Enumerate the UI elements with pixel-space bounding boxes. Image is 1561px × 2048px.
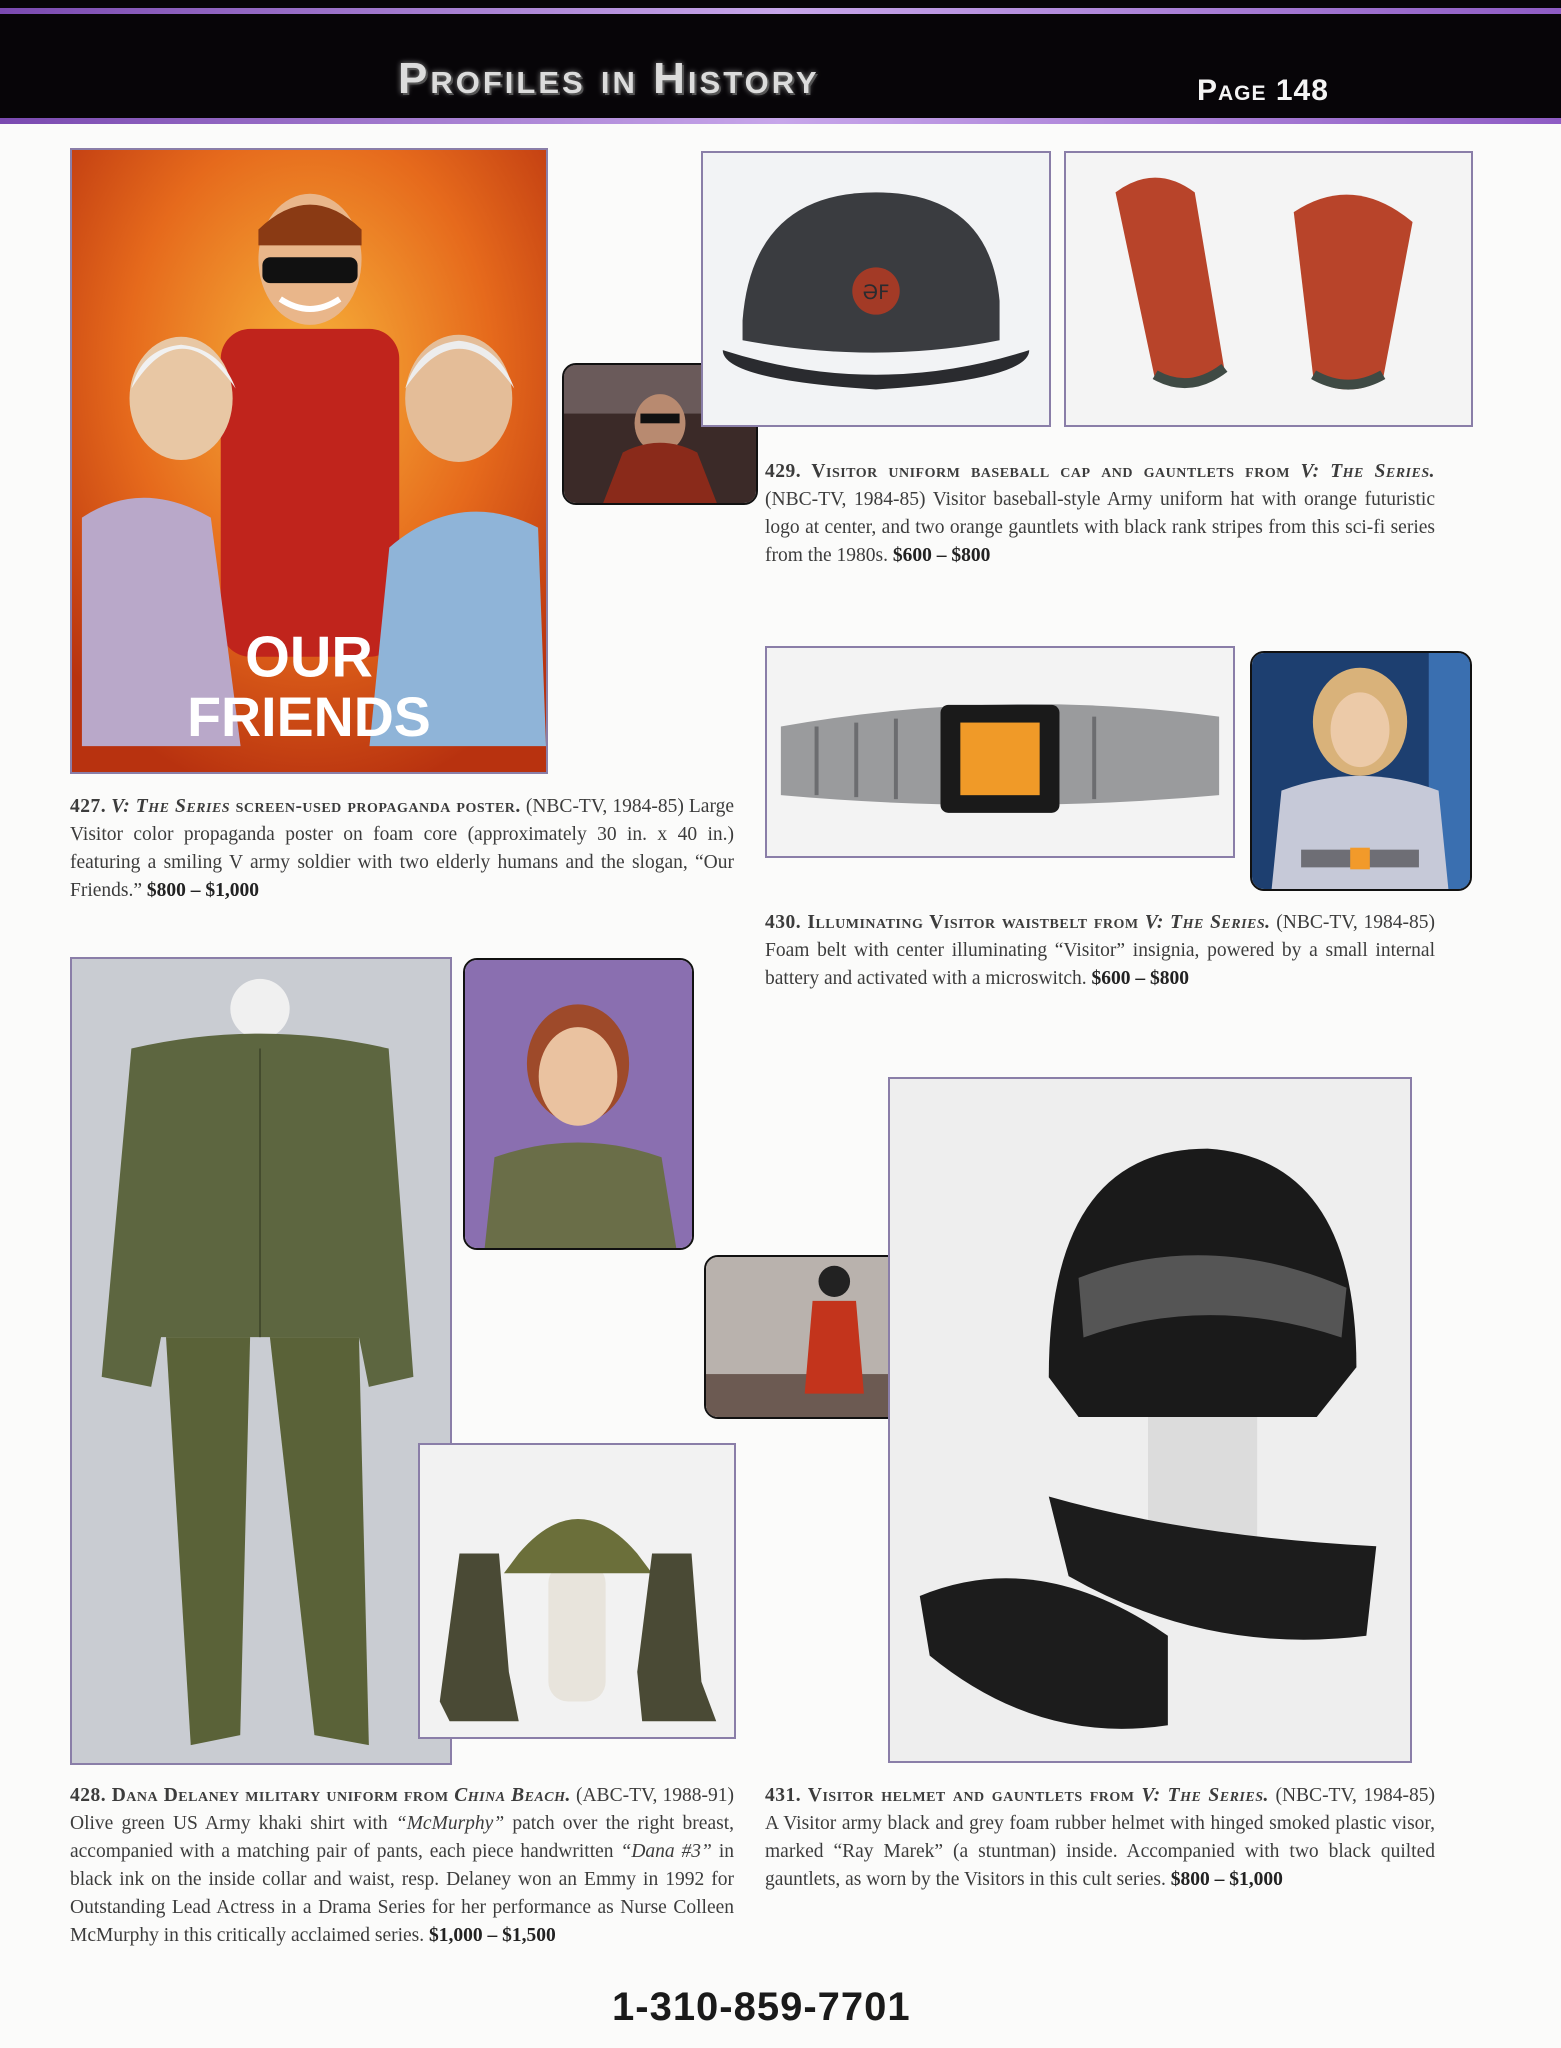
lot-431-series: V: The Series. bbox=[1141, 1785, 1269, 1806]
page-number: Page 148 bbox=[1197, 74, 1329, 107]
lot-428-description-c: in black ink on the inside collar and waist, resp. Delaney won an Emmy in 1992 for Outstanding Lead Actress in a Drama Series for her performance as Nurse Colleen McMurphy in this critically acclaimed series. bbox=[70, 1841, 734, 1946]
lot-431-price: $800 – $1,000 bbox=[1170, 1869, 1283, 1890]
footer-phone-number: 1-310-859-7701 bbox=[612, 1985, 911, 2029]
lot-428-description-b: patch over the right breast, accompanied with a matching pair of pants, each piece handwritten bbox=[70, 1813, 734, 1862]
brand-logo: Profiles in History bbox=[398, 54, 820, 103]
svg-text:ƏF: ƏF bbox=[862, 280, 890, 304]
lot-428-series: China Beach. bbox=[454, 1785, 571, 1806]
lot-427-series: V: The Series bbox=[111, 796, 231, 817]
lot-429-caption bbox=[765, 458, 1435, 570]
poster-line1: OUR bbox=[245, 625, 373, 690]
propaganda-poster-image bbox=[70, 148, 548, 774]
lot-430-description: (NBC-TV, 1984-85) Foam belt with center illuminating “Visitor” insignia, powered by a small internal battery and activated with a microswitch. bbox=[765, 912, 1435, 989]
waistbelt-image bbox=[765, 646, 1235, 858]
poster-line2: FRIENDS bbox=[187, 686, 431, 749]
lot-429-series: V: The Series. bbox=[1300, 461, 1435, 482]
dana-delaney-portrait bbox=[463, 958, 694, 1250]
lot-427-caption bbox=[70, 793, 734, 905]
lot-428-caption bbox=[70, 1782, 734, 1950]
lot-428-number: 428. bbox=[70, 1785, 107, 1806]
header-top-stripe bbox=[0, 8, 1561, 14]
lot-429-price: $600 – $800 bbox=[892, 545, 991, 566]
lot-428-title: Dana Delaney military uniform from bbox=[106, 1785, 455, 1806]
lot-428-patch-name: “McMurphy” bbox=[395, 1813, 505, 1834]
lot-431-description: (NBC-TV, 1984-85) A Visitor army black and grey foam rubber helmet with hinged smoked plastic visor, marked “Ray Marek” (a stuntman) inside. Accompanied with two black quilted gauntlets, as worn by the Visitors in this cult series. bbox=[765, 1785, 1435, 1890]
lot-431-number: 431. bbox=[765, 1785, 802, 1806]
military-uniform-image bbox=[70, 957, 452, 1765]
lot-429-number: 429. bbox=[765, 461, 802, 482]
header-bottom-stripe bbox=[0, 118, 1561, 124]
visitor-woman-photo bbox=[1250, 651, 1472, 891]
lot-428-description-a: (ABC-TV, 1988-91) Olive green US Army khaki shirt with bbox=[70, 1785, 734, 1834]
lot-431-caption bbox=[765, 1782, 1435, 1894]
lot-429-title: Visitor uniform baseball cap and gauntlets from bbox=[801, 461, 1301, 482]
lot-430-series: V: The Series. bbox=[1144, 912, 1271, 933]
lot-429-description: (NBC-TV, 1984-85) Visitor baseball-style Army uniform hat with orange futuristic logo at center, and two orange gauntlets with black rank stripes from this sci-fi series from the 1980s. bbox=[765, 489, 1435, 566]
lot-427-title: screen-used propaganda poster. bbox=[230, 796, 521, 817]
lot-430-caption bbox=[765, 909, 1435, 993]
lot-430-title: Illuminating Visitor waistbelt from bbox=[801, 912, 1145, 933]
lot-428-price: $1,000 – $1,500 bbox=[429, 1925, 556, 1946]
lot-430-price: $600 – $800 bbox=[1091, 968, 1190, 989]
helmet-and-gauntlets-image bbox=[888, 1077, 1412, 1763]
lot-431-title: Visitor helmet and gauntlets from bbox=[801, 1785, 1142, 1806]
visitor-cap-image bbox=[701, 151, 1051, 427]
lot-428-handwritten: “Dana #3” bbox=[620, 1841, 712, 1862]
lot-427-number: 427. bbox=[70, 796, 107, 817]
lot-430-number: 430. bbox=[765, 912, 802, 933]
cap-and-boots-image bbox=[418, 1443, 736, 1739]
orange-gauntlets-image bbox=[1064, 151, 1473, 427]
page-header bbox=[0, 0, 1561, 124]
lot-427-price: $800 – $1,000 bbox=[146, 880, 260, 901]
lot-427-description: (NBC-TV, 1984-85) Large Visitor color propaganda poster on foam core (approximately 30 in. x 40 in.) featuring a smiling V army soldier with two elderly humans and the slogan, “Our Friends.” bbox=[70, 796, 735, 901]
